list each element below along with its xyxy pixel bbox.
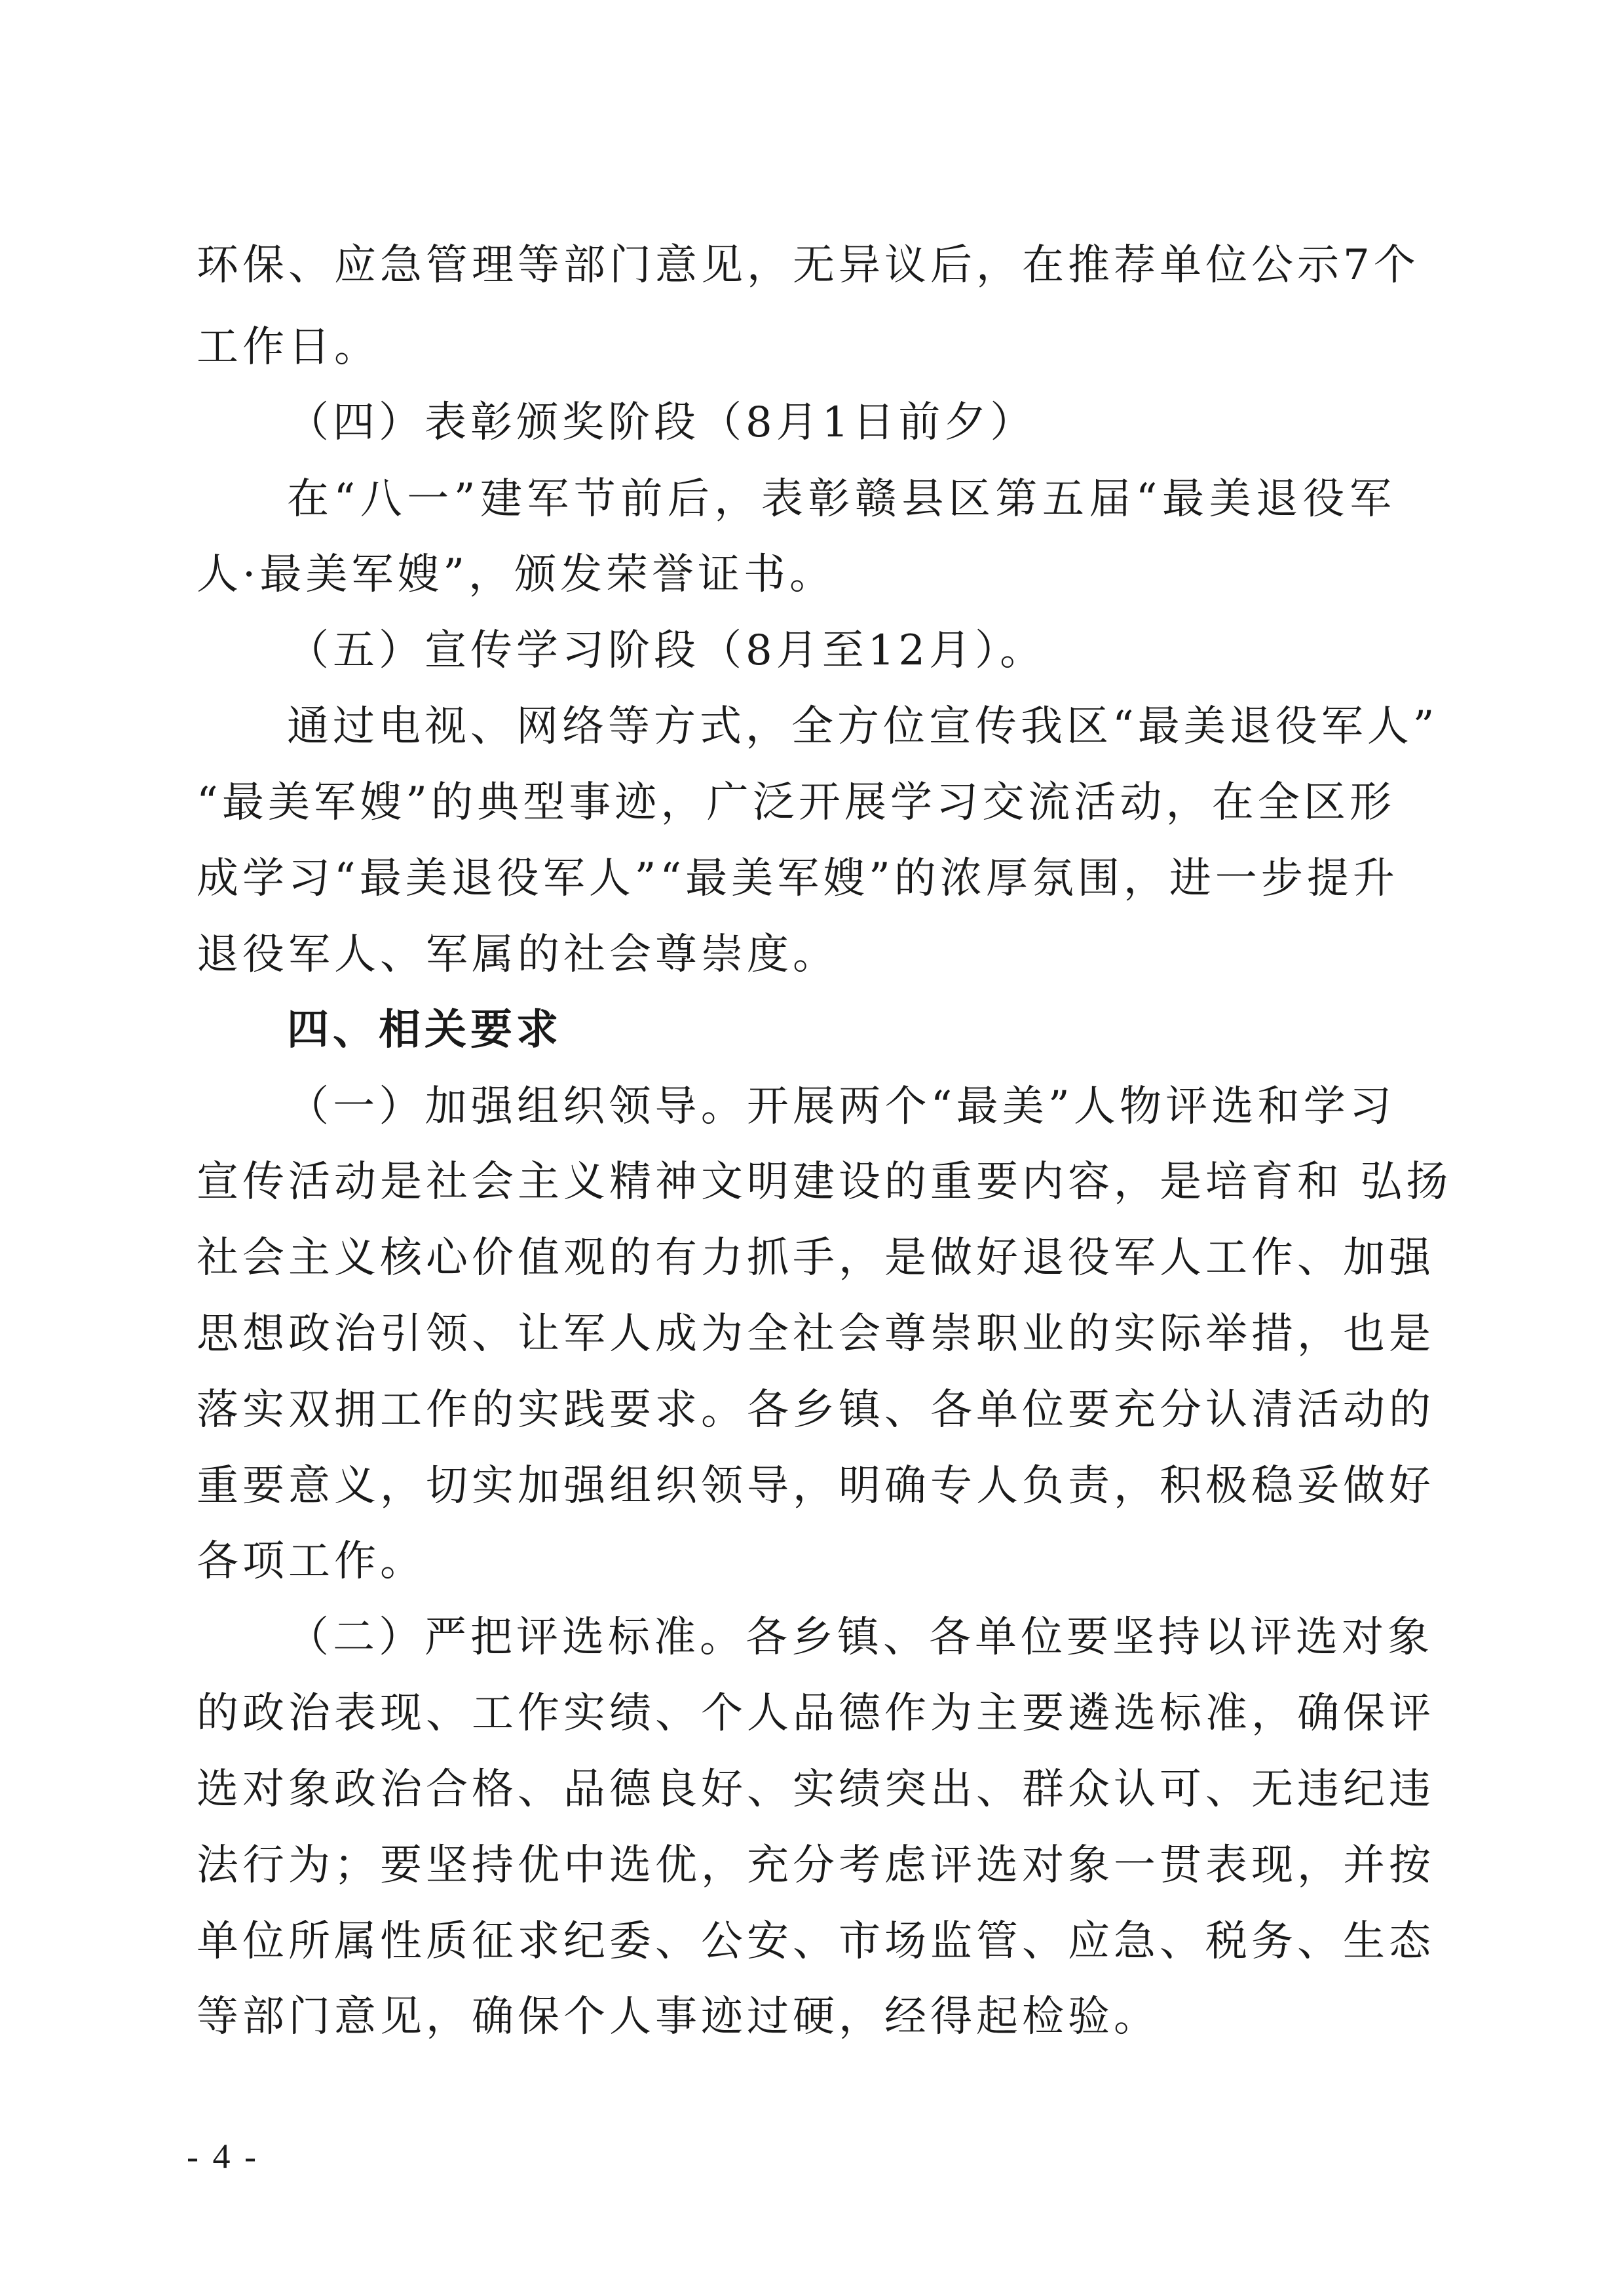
- subsection-heading: （四）表彰颁奖阶段（8月1日前夕）: [287, 398, 1036, 447]
- body-line: “最美军嫂”的典型事迹，广泛开展学习交流活动，在全区形: [197, 778, 1395, 827]
- body-line: （二）严把评选标准。各乡镇、各单位要坚持以评选对象: [287, 1613, 1433, 1662]
- body-line: 各项工作。: [197, 1537, 426, 1586]
- body-line: （一）加强组织领导。开展两个“最美”人物评选和学习: [287, 1082, 1395, 1131]
- body-line: 社会主义核心价值观的有力抓手，是做好退役军人工作、加强: [197, 1234, 1435, 1282]
- body-line: 等部门意见，确保个人事迹过硬，经得起检验。: [197, 1993, 1160, 2041]
- body-line: 落实双拥工作的实践要求。各乡镇、各单位要充分认清活动的: [197, 1386, 1435, 1434]
- body-line: 退役军人、军属的社会尊崇度。: [197, 930, 839, 979]
- body-line: 单位所属性质征求纪委、公安、市场监管、应急、税务、生态: [197, 1917, 1435, 1966]
- body-line: 工作日。: [197, 323, 380, 372]
- body-line: 法行为；要坚持优中选优，充分考虑评选对象一贯表现，并按: [197, 1841, 1435, 1890]
- subsection-heading: （五）宣传学习阶段（8月至12月）。: [287, 626, 1046, 675]
- body-line: 在“八一”建军节前后，表彰赣县区第五届“最美退役军: [287, 475, 1395, 524]
- body-line: 的政治表现、工作实绩、个人品德作为主要遴选标准，确保评: [197, 1689, 1435, 1738]
- body-line: 思想政治引领、让军人成为全社会尊崇职业的实际举措，也是: [197, 1310, 1435, 1358]
- body-line: 成学习“最美退役军人”“最美军嫂”的浓厚氛围，进一步提升: [197, 854, 1399, 903]
- body-line: 重要意义，切实加强组织领导，明确专人负责，积极稳妥做好: [197, 1462, 1435, 1510]
- body-line: 选对象政治合格、品德良好、实绩突出、群众认可、无违纪违: [197, 1765, 1435, 1814]
- body-line: 宣传活动是社会主义精神文明建设的重要内容，是培育和 弘扬: [197, 1158, 1452, 1206]
- page-number: - 4 -: [187, 2137, 259, 2176]
- body-line: 环保、应急管理等部门意见，无异议后，在推荐单位公示7个: [197, 241, 1420, 290]
- section-heading: 四、相关要求: [287, 1006, 562, 1054]
- body-line: 人·最美军嫂”，颁发荣誉证书。: [197, 550, 836, 599]
- body-line: 通过电视、网络等方式，全方位宣传我区“最美退役军人”: [287, 702, 1439, 751]
